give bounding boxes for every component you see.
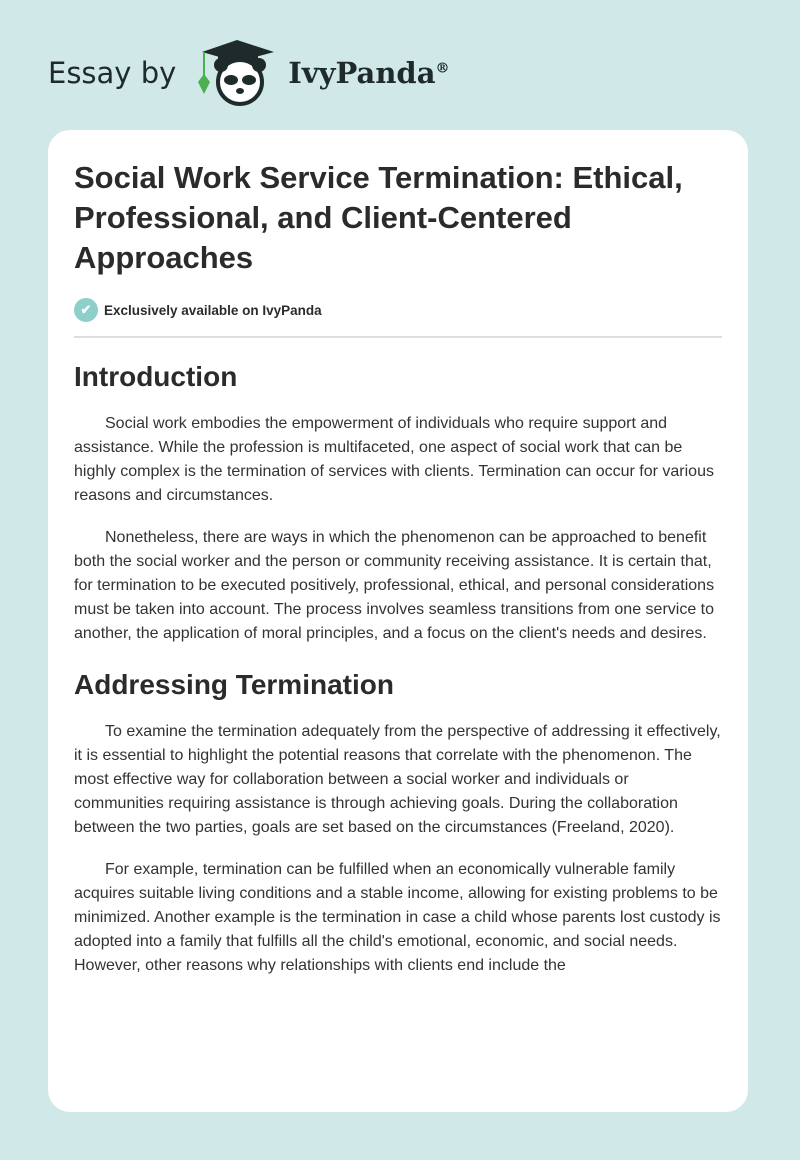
essay-by-label: Essay by [48,56,177,90]
panda-logo-icon [194,38,280,108]
paragraph: To examine the termination adequately from the perspective of addressing it effectively, it is essential to highlight the potential reasons that correlate with the phenomenon. The most effective way for collaboration between a social worker and individuals or communities requiring assistance is through achieving goals. During the collaboration between the two parties, goals are set based on the circumstances (Freeland, 2020). [74,723,721,836]
essay-card [48,130,748,1112]
badge-label: Exclusively available on IvyPanda [104,302,322,318]
brand-header[interactable] [48,38,450,108]
paragraph: Social work embodies the empowerment of individuals who require support and assistance. While the profession is multifaceted, one aspect of social work that can be highly complex is the termination of services with clients. Termination can occur for various reasons and circumstances. [74,415,714,504]
exclusive-badge [74,298,722,322]
check-icon: ✔ [74,298,98,322]
ivypanda-wordmark: IvyPanda® [288,56,450,90]
section-heading: Introduction [74,361,238,392]
page-title: Social Work Service Termination: Ethical, Professional, and Client-Centered Approaches [74,160,683,275]
section-heading: Addressing Termination [74,669,394,700]
paragraph: Nonetheless, there are ways in which the phenomenon can be approached to benefit both the social worker and the person or community receiving assistance. It is certain that, for termination to be executed positively, professional, ethical, and personal considerations must be taken into account. The process involves seamless transitions from one service to another, the application of moral principles, and a focus on the client's needs and desires. [74,529,715,642]
divider [74,336,722,338]
paragraph: For example, termination can be fulfilled when an economically vulnerable family acquires suitable living conditions and a stable income, allowing for existing problems to be minimized. Another example is the termination in case a child whose parents lost custody is adopted into a family that fulfills all the child's emotional, economic, and social needs. However, other reasons why relationships with clients end include the [74,861,721,974]
